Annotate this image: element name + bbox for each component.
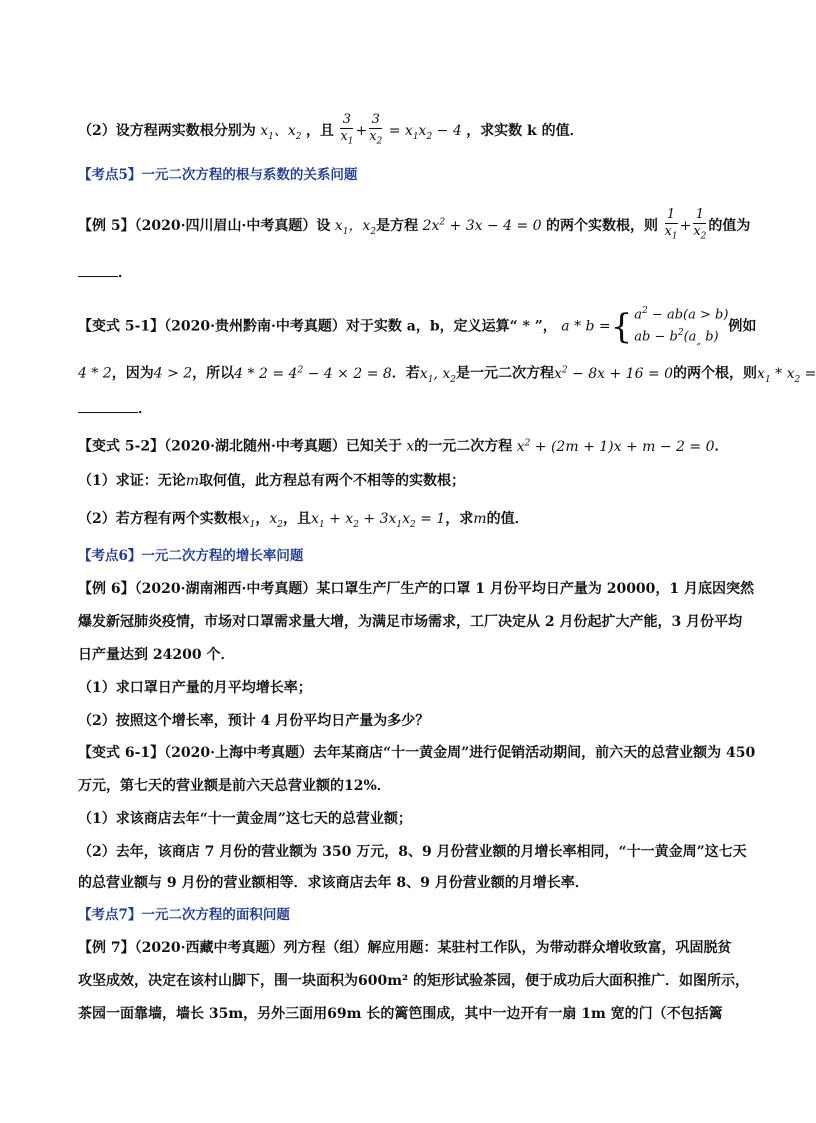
example-6-line-2: 爆发新冠肺炎疫情，市场对口罩需求量大增，为满足市场需求，工厂决定从 2 月份起扩大产能，3 月份平均 xyxy=(78,614,743,630)
ex5-answer-line: ． xyxy=(78,262,734,283)
bs51-tag: 【变式 5-1】 xyxy=(78,318,165,335)
ex6-tag: 【例 6】 xyxy=(78,581,135,597)
bs51-text-6: 是一元二次方程 xyxy=(455,365,554,382)
example-6-line-1 xyxy=(78,579,755,599)
example-7-line-3: 茶园一面靠墙，墙长 35m，另外三面用69m 长的篱笆围成，其中一边开有一扇 1m 宽的门（不包括篱 xyxy=(78,1006,723,1022)
q2-roots: $x_1$、$x_2$ xyxy=(260,122,302,142)
bs52-source: （2020·湖北随州·中考真题） xyxy=(164,438,346,455)
bs52-q1-b: 取何值，此方程总有两个不相等的实数根； xyxy=(199,473,466,489)
variant-5-1 xyxy=(78,302,757,351)
ex7-source: （2020·西藏中考真题） xyxy=(134,940,284,956)
ex5-tag: 【例 5】 xyxy=(78,217,135,234)
bs51-def: a * b = xyxy=(561,318,611,335)
answer-blank xyxy=(78,398,138,413)
q2-frac-1: $\frac{3}{x_1}$ xyxy=(340,112,354,147)
ex7-tag: 【例 7】 xyxy=(78,940,135,956)
bs51-text-7: 的两个根，则 xyxy=(673,365,758,382)
example-7-line-1 xyxy=(78,938,734,958)
example-6-line-3: 日产量达到 24200 个． xyxy=(78,647,235,663)
example-7-line-2: 攻坚成效，决定在该村山脚下，围一块面积为600m² 的矩形试验茶园，便于成功后大面积推广．如图所示， xyxy=(78,973,750,989)
ex5-text-3: 的两个实数根，则 xyxy=(546,217,659,234)
ex6-source: （2020·湖南湘西·中考真题） xyxy=(134,581,317,597)
bs52-text-1: 已知关于 xyxy=(345,438,402,455)
example-5: 【例 5】（2020·四川眉山·中考真题）设 $x_1$，$x_2$是方程 $2x^2 + 3x - 4 = 0$ 的两个实数根，则 $\frac{1}{x_1}$ + $\frac{1}{x_2}$ 的值为 xyxy=(78,207,734,246)
ex5-source: （2020·四川眉山·中考真题） xyxy=(134,217,317,234)
q2-rhs: = $x_1x_2 - 4$ xyxy=(388,122,462,142)
bs52-q2-d: 的值． xyxy=(486,511,529,527)
bs61-q2-cont: 的总营业额与 9 月份的营业额相等．求该商店去年 8、9 月份营业额的月增长率． xyxy=(78,875,589,891)
bs52-q2-c: ，求 xyxy=(445,511,474,527)
q2-text-c: ，求实数 k 的值． xyxy=(466,122,584,139)
ex5-text-1: 设 xyxy=(316,217,331,234)
bs51-ask: $x_1 * x_2$ = xyxy=(757,365,816,385)
variant-5-1-line-2 xyxy=(78,360,816,389)
bs61-text-1: 去年某商店“十一黄金周”进行促销活动期间，前六天的总营业额为 450 xyxy=(313,745,756,761)
bs61-q1: （1）求该商店去年“十一黄金周”这七天的总营业额； xyxy=(78,811,412,827)
bs51-eq: $x^2 - 8x + 16 = 0$ xyxy=(553,365,674,382)
bs51-calc: $4 * 2 = 4^2 - 4 \times 2 = 8$ xyxy=(234,365,392,382)
bs51-answer-line: ． xyxy=(78,398,734,419)
ex5-vars: $x_1$，$x_2$ xyxy=(334,217,377,237)
bs51-source: （2020·贵州黔南·中考真题） xyxy=(164,318,346,335)
bs51-cmp: 4 > 2 xyxy=(153,365,193,382)
question-2-line: （2）设方程两实数根分别为 $x_1$、$x_2$ ，且 $\frac{3}{x_1}$ + $\frac{3}{x_2}$ = $x_1x_2 - 4$ ，求实数 k 的值． xyxy=(78,112,734,151)
bs51-ex: 4 * 2 xyxy=(78,365,112,382)
bs51-text-5: ．若 xyxy=(391,365,420,382)
variant-6-1-line-2: 万元，第七天的营业额是前六天总营业额的12%． xyxy=(78,778,391,794)
variant-6-1-line-1 xyxy=(78,743,756,763)
bs52-text-2: 的一元二次方程 xyxy=(414,438,513,455)
ex5-equation: $2x^2 + 3x - 4 = 0$ xyxy=(422,217,542,234)
bs52-q2-a: （2）若方程有两个实数根 xyxy=(78,511,242,527)
ex6-text-1: 某口罩生产厂生产的口罩 1 月份平均日产量为 20000，1 月底因突然 xyxy=(316,581,755,597)
q2-text-a: （2）设方程两实数根分别为 xyxy=(78,122,256,139)
ex6-q2: （2）按照这个增长率，预计 4 月份平均日产量为多少？ xyxy=(78,713,430,729)
answer-blank xyxy=(78,262,118,277)
bs52-q1: （1）求证：无论m取何值，此方程总有两个不相等的实数根； xyxy=(78,473,466,489)
brace-icon: { xyxy=(610,306,633,347)
bs51-text-4: ，所以 xyxy=(192,365,235,382)
bs61-q2: （2）去年，该商店 7 月份的营业额为 350 万元，8、9 月份营业额的月增长率相同，“十一黄金周”这七天 xyxy=(78,844,747,860)
bs51-text-3: ，因为 xyxy=(111,365,154,382)
section-heading-5: 【考点5】一元二次方程的根与系数的关系问题 xyxy=(78,167,358,183)
bs51-cases: $a^2 - ab(a > b)$ ab − $b^2(a_„$ b) xyxy=(634,306,729,348)
ex5-frac-1: $\frac{1}{x_1}$ xyxy=(664,207,678,242)
bs61-tag: 【变式 6-1】 xyxy=(78,745,165,761)
ex5-frac-2: $\frac{1}{x_2}$ xyxy=(693,207,707,242)
bs51-text-1: 对于实数 a，b，定义运算“ * ”， xyxy=(345,318,557,335)
q2-text-b: ，且 xyxy=(305,122,334,139)
bs52-q2-b: ，且 xyxy=(283,511,312,527)
bs52-q1-a: （1）求证：无论 xyxy=(78,473,186,489)
bs61-source: （2020·上海中考真题） xyxy=(164,745,314,761)
bs51-roots: $x_1$, $x_2$ xyxy=(419,365,456,385)
ex5-text-4: 的值为 xyxy=(708,217,751,234)
bs52-tag: 【变式 5-2】 xyxy=(78,438,165,455)
ex7-text-1: 列方程（组）解应用题：某驻村工作队，为带动群众增收致富，巩固脱贫 xyxy=(283,940,732,956)
variant-5-2: 【变式 5-2】（2020·湖北随州·中考真题）已知关于 x的一元二次方程 $x^2 + (2m + 1)x + m - 2 = 0$． xyxy=(78,438,729,455)
bs52-q2: （2）若方程有两个实数根$x_1$，$x_2$，且$x_1 + x_2 + 3x_1x_2 = 1$，求m的值． xyxy=(78,511,529,530)
section-heading-6: 【考点6】一元二次方程的增长率问题 xyxy=(78,548,304,564)
bs52-equation: $x^2 + (2m + 1)x + m - 2 = 0$ xyxy=(516,438,715,455)
ex5-text-2: 是方程 xyxy=(376,217,419,234)
ex6-q1: （1）求口罩日产量的月平均增长率； xyxy=(78,680,312,696)
bs52-cond: $x_1 + x_2 + 3x_1x_2 = 1$ xyxy=(311,511,446,530)
bs51-text-2: 例如 xyxy=(728,318,757,335)
q2-frac-2: $\frac{3}{x_2}$ xyxy=(369,112,383,147)
section-heading-7: 【考点7】一元二次方程的面积问题 xyxy=(78,907,290,923)
